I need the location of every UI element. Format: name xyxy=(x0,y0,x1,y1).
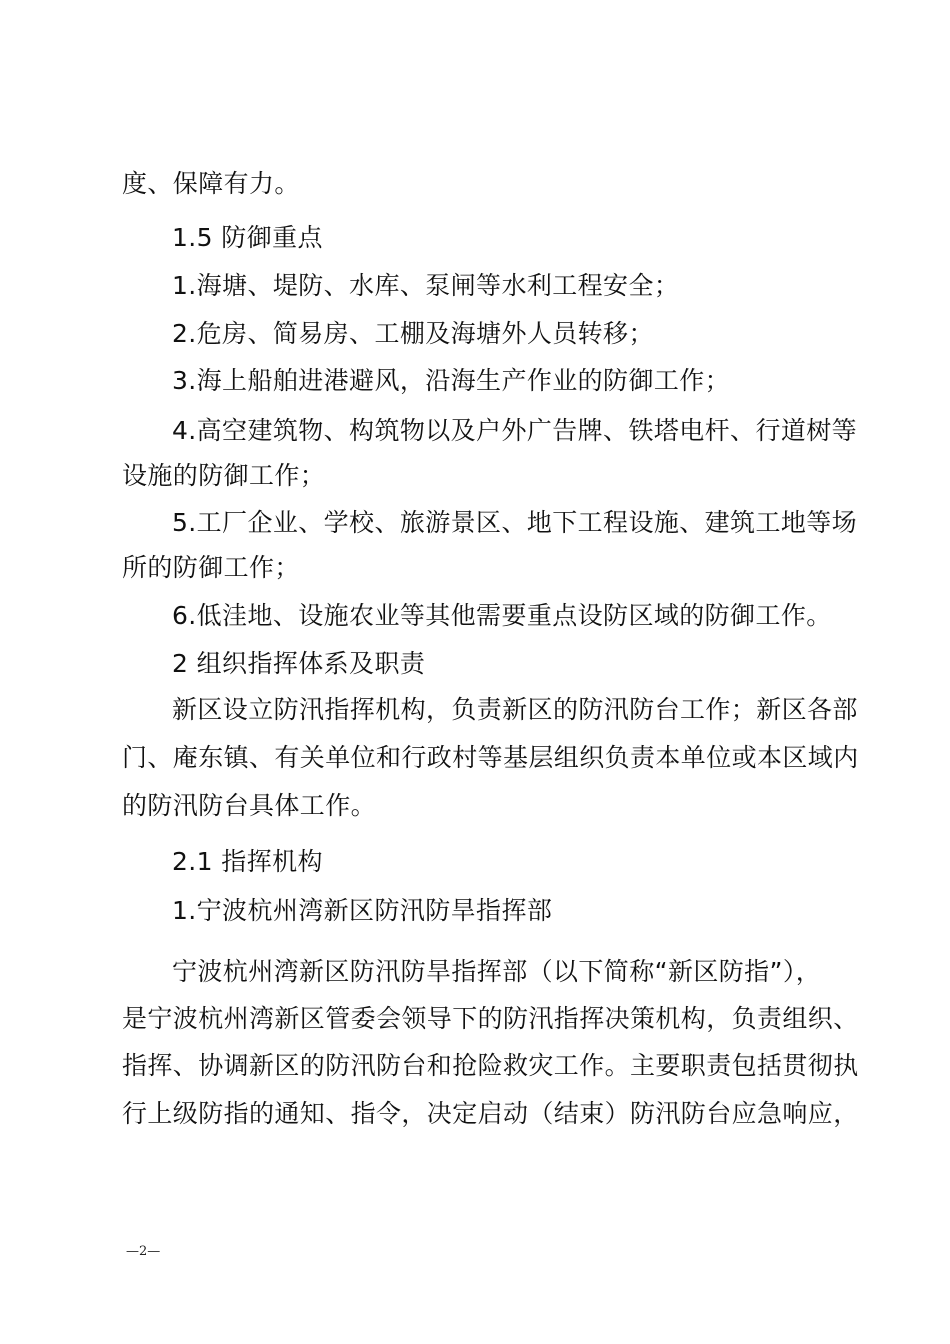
list-item: 6.低洼地、设施农业等其他需要重点设防区域的防御工作。 xyxy=(172,601,832,630)
paragraph-line: 宁波杭州湾新区防汛防旱指挥部（以下简称“新区防指”）， xyxy=(172,957,822,986)
paragraph-line: 的防汛防台具体工作。 xyxy=(122,791,377,820)
paragraph-line: 门、庵东镇、有关单位和行政村等基层组织负责本单位或本区域内 xyxy=(122,743,859,772)
list-item: 3.海上船舶进港避风，沿海生产作业的防御工作； xyxy=(172,366,731,395)
paragraph-line: 行上级防指的通知、指令，决定启动（结束）防汛防台应急响应， xyxy=(122,1099,859,1128)
paragraph-line: 是宁波杭州湾新区管委会领导下的防汛指挥决策机构，负责组织、 xyxy=(122,1004,859,1033)
list-item: 5.工厂企业、学校、旅游景区、地下工程设施、建筑工地等场 xyxy=(172,508,858,537)
list-item: 2.危房、简易房、工棚及海塘外人员转移； xyxy=(172,319,654,348)
list-item: 1.海塘、堤防、水库、泵闸等水利工程安全； xyxy=(172,271,680,300)
paragraph-line: 新区设立防汛指挥机构，负责新区的防汛防台工作；新区各部 xyxy=(172,695,858,724)
list-item-continuation: 所的防御工作； xyxy=(122,553,300,582)
section-heading: 2 组织指挥体系及职责 xyxy=(172,649,426,678)
list-item: 4.高空建筑物、构筑物以及户外广告牌、铁塔电杆、行道树等 xyxy=(172,416,858,445)
section-heading: 2.1 指挥机构 xyxy=(172,847,323,876)
paragraph-line: 指挥、协调新区的防汛防台和抢险救灾工作。主要职责包括贯彻执 xyxy=(122,1051,859,1080)
page-number: —2— xyxy=(126,1244,161,1259)
subsection-heading: 1.宁波杭州湾新区防汛防旱指挥部 xyxy=(172,896,553,925)
list-item-continuation: 设施的防御工作； xyxy=(122,461,326,490)
section-heading: 1.5 防御重点 xyxy=(172,223,323,252)
body-text-line: 度、保障有力。 xyxy=(122,169,300,198)
